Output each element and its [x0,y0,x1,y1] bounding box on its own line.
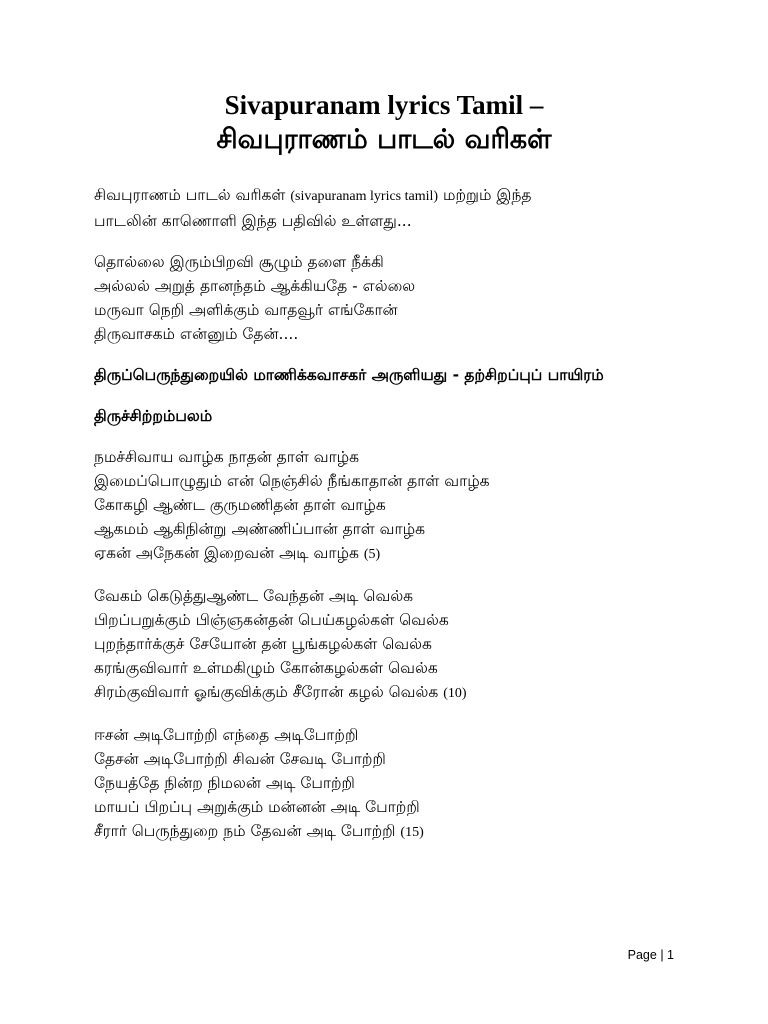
verse-line [94,541,694,567]
page-number: 1 [667,948,674,962]
intro-paragraph [94,183,694,233]
verse-number: (5) [363,547,381,562]
verse-line: தொல்லை இரும்பிறவி சூழும் தளை நீக்கி [94,253,384,271]
verse-line: பிறப்பறுக்கும் பிஞ்ஞகன்தன் பெய்கழல்கள் வெல்க [94,611,449,629]
verse-intro [94,250,694,346]
verse-line [94,680,694,706]
section-subheading: திருச்சிற்றம்பலம் [94,407,213,425]
document-body [94,183,694,862]
verse-line: ஈசன் அடிபோற்றி எந்தை அடிபோற்றி [94,726,359,744]
title-english: Sivapuranam lyrics Tamil – [224,90,544,120]
stanza [94,584,694,706]
verse-line: நமச்சிவாய வாழ்க நாதன் தாள் வாழ்க [94,448,360,466]
verse-text: ஏகன் அநேகன் இறைவன் அடி வாழ்க [94,544,359,562]
intro-line: பாடலின் காணொளி இந்த பதிவில் உள்ளது... [94,212,412,230]
stanza [94,445,694,567]
page-label: Page [627,948,657,962]
verse-number: (10) [443,686,467,701]
verse-line [94,819,694,845]
verse-line: நேயத்தே நின்ற நிமலன் அடி போற்றி [94,774,355,792]
verse-line: திருவாசகம் என்னும் தேன்.... [94,325,299,343]
verse-line: புறந்தார்க்குச் சேயோன் தன் பூங்கழல்கள் வெல்க [94,635,432,653]
verse-line: வேகம் கெடுத்துஆண்ட வேந்தன் அடி வெல்க [94,587,414,605]
verse-line: மாயப் பிறப்பு அறுக்கும் மன்னன் அடி போற்றி [94,798,420,816]
title-tamil: சிவபுராணம் பாடல் வரிகள் [216,124,552,155]
intro-tail-text: மற்றும் இந்த [443,186,532,204]
verse-line: மருவா நெறி அளிக்கும் வாதவூர் எங்கோன் [94,301,398,319]
intro-latin-text: (sivapuranam lyrics tamil) [290,189,439,204]
verse-text: சிரம்குவிவார் ஓங்குவிக்கும் சீரோன் கழல் வெல்க [94,683,439,701]
verse-line: ஆகமம் ஆகிநின்று அண்ணிப்பான் தாள் வாழ்க [94,520,425,538]
page-separator: | [660,948,664,962]
verse-number: (15) [400,825,424,840]
intro-tamil-text: சிவபுராணம் பாடல் வரிகள் [94,186,286,204]
verse-line: தேசன் அடிபோற்றி சிவன் சேவடி போற்றி [94,750,386,768]
verse-line: கோகழி ஆண்ட குருமணிதன் தாள் வாழ்க [94,496,386,514]
intro-line [94,183,694,209]
page-footer [628,946,674,964]
verse-line: இமைப்பொழுதும் என் நெஞ்சில் நீங்காதான் தாள் வாழ்க [94,472,490,490]
verse-line: கரங்குவிவார் உள்மகிழும் கோன்கழல்கள் வெல்க [94,659,438,677]
verse-text: சீரார் பெருந்துறை நம் தேவன் அடி போற்றி [94,822,396,840]
stanza [94,723,694,845]
verse-line: அல்லல் அறுத் தானந்தம் ஆக்கியதே - எல்லை [94,277,416,295]
section-heading: திருப்பெருந்துறையில் மாணிக்கவாசகர் அருளியது - தற்சிறப்புப் பாயிரம் [94,366,604,384]
